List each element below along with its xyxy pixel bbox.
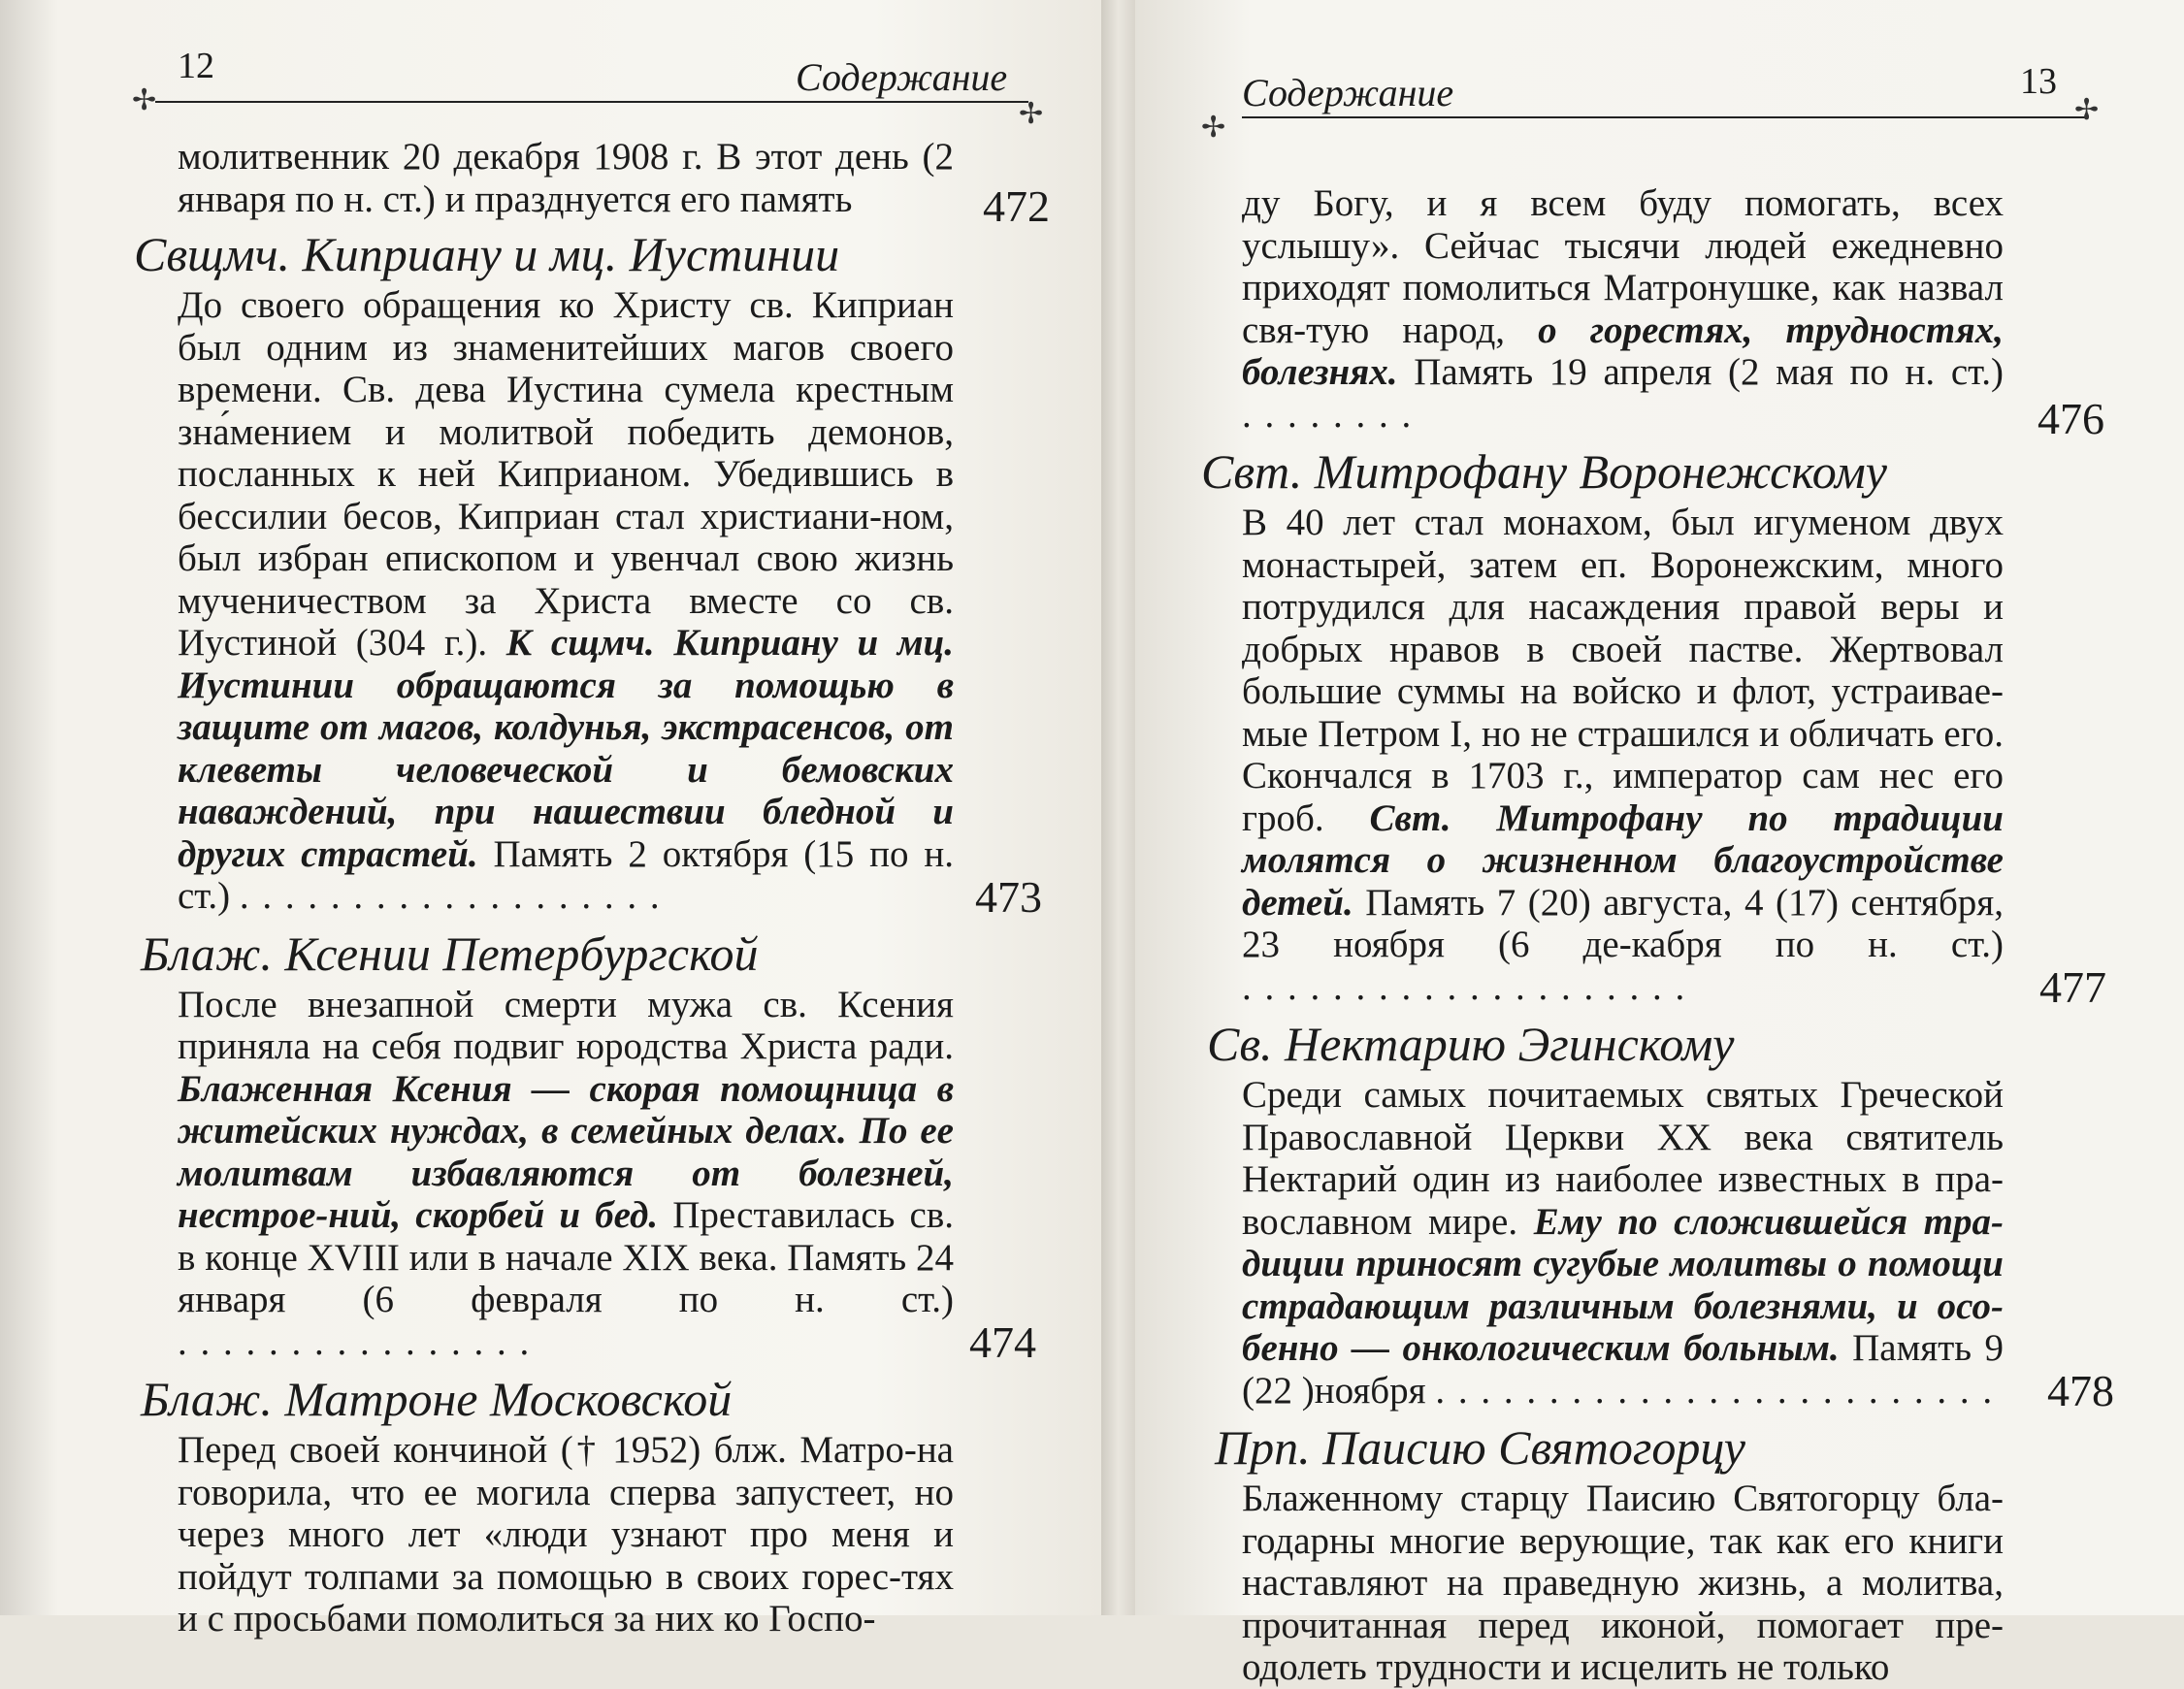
entry-text: Среди самых почитаемых святых Греческой Православной Церкви XX века святитель Нектарий один из наиболее известных в пра-вославном мире. — [1242, 1074, 2004, 1243]
entry-title: Св. Нектарию Эгинскому — [1207, 1017, 1735, 1071]
entry-emphasis: Блаженная Ксения — скорая помощница в житейских нуждах, в семейных делах. По ее молитвам избавляются от болезней, нестрое-ний, скорбей и бед. — [178, 1067, 954, 1236]
entry-emphasis: Ему по сложившейся тра-диции приносят сугубые молитвы о помощи страдающим различным болезнями, и осо-бенно — онкологическим больным. — [1242, 1200, 2005, 1369]
entry-emphasis: Свт. Митрофану по традиции молятся о жизненном благоустройстве детей. — [1242, 796, 2004, 924]
ornament-icon: ✢ — [132, 84, 157, 116]
entry-text: В 40 лет стал монахом, был игуменом двух монастырей, затем еп. Воронежским, много потрудился для насаждения правой веры и добрых нравов в своей пастве. Жертвовал большие суммы на войско и флот, устраивае-мые Петром I, но не страшился и обличать его. Скончался в 1703 г., император сам нес его гроб. — [1242, 502, 2004, 839]
dot-leader: . . . . . . . . . . . . . . . . — [178, 1320, 532, 1363]
entry-body — [178, 284, 1042, 922]
right-page — [1135, 0, 2184, 1688]
entry-body — [1242, 1074, 2114, 1415]
right-column — [1201, 182, 2114, 1689]
entry-body — [178, 983, 1036, 1367]
entry-page-number: 476 — [2037, 394, 2104, 443]
continuation-emphasis: о горестях, трудностях, болезнях. — [1242, 309, 2005, 393]
entry-memory: Память 9 (22 )ноября — [1242, 1327, 2004, 1412]
entry-memory: Память 2 октября (15 по н. ст.) — [178, 832, 955, 917]
entry-page-number: 478 — [2047, 1366, 2114, 1415]
continuation-text: ду Богу, и я всем буду помогать, всех услышу». Сейчас тысячи людей ежедневно приходят помолиться Матронушке, как назвал свя-тую народ, — [1242, 182, 2004, 351]
header-rule-left — [155, 101, 1028, 103]
continuation-block — [1242, 182, 2104, 443]
dot-leader: . . . . . . . . — [1242, 393, 1414, 436]
entry-page-number: 473 — [975, 871, 1042, 922]
continuation-memory: Память 19 апреля (2 мая по н. ст.) — [1414, 351, 2005, 393]
entry-text: Блаженному старцу Паисию Святогорцу бла-годарны многие верующие, так как его книги наставляют на праведную жизнь, а молитва, прочитанная перед иконой, помогает пре-одолеть трудности и исцелить не только — [1242, 1478, 2004, 1688]
entry-title: Блаж. Ксении Петербургской — [141, 926, 759, 981]
ornament-icon: ✢ — [2074, 94, 2100, 126]
entry-text: После внезапной смерти мужа св. Ксения приняла на себя подвиг юродства Христа ради. — [178, 983, 954, 1067]
continuation-block — [178, 136, 1050, 231]
entry-emphasis: К сщмч. Киприану и мц. Иустинии обращаются за помощью в защите от магов, колдунья, экстрасенсов, от клеветы человеческой и бемовских наваждений, при нашествии бледной и других страстей. — [178, 622, 955, 875]
entry-page-number: 474 — [969, 1317, 1036, 1367]
entry-text: До своего обращения ко Христу св. Киприан был одним из знаменитейших магов своего времени. Св. дева Иустина сумела крестным зна́мением и молитвой победить демонов, посланных к ней Киприаном. Убедившись в бессилии бесов, Киприан стал христиани-ном, был избран епископом и увенчал свою жизнь мученичеством за Христа вместе со св. Иустиной (304 г.). — [178, 284, 954, 664]
header-rule-right — [1242, 116, 2086, 118]
left-page — [0, 0, 1101, 1640]
entry-page-number: 472 — [983, 181, 1050, 231]
entry-title: Свщмч. Киприану и мц. Иустинии — [134, 227, 840, 281]
continuation-text: молитвенник 20 декабря 1908 г. В этот день (2 января по н. ст.) и празднуется его память — [178, 136, 954, 220]
entry-title: Свт. Митрофану Воронежскому — [1201, 444, 1887, 499]
entry-memory: Память 7 (20) августа, 4 (17) сентября, 23 ноября (6 де-кабря по н. ст.) — [1242, 881, 2004, 965]
entry-page-number: 477 — [2039, 962, 2106, 1012]
running-head-left: Содержание — [796, 55, 1008, 99]
entry-title: Блаж. Матроне Московской — [141, 1372, 733, 1426]
dot-leader: . . . . . . . . . . . . . . . . . . . . — [1242, 965, 1687, 1008]
ornament-icon: ✢ — [1201, 112, 1226, 144]
entry-text: Перед своей кончиной († 1952) блж. Матро-на говорила, что ее могила сперва запустеет, но через много лет «люди узнают про меня и пойдут толпами за помощью в своих горес-тях и с просьбами помолиться за них ко Госпо- — [178, 1429, 954, 1640]
entry-title: Прп. Паисию Святогорцу — [1215, 1420, 1745, 1475]
dot-leader: . . . . . . . . . . . . . . . . . . . — [239, 875, 662, 917]
left-column — [134, 136, 1050, 1640]
ornament-icon: ✢ — [1019, 98, 1044, 130]
page-number-right: 13 — [2020, 61, 2057, 102]
page-number-left: 12 — [178, 46, 214, 86]
running-head-right: Содержание — [1242, 71, 1454, 114]
book-gutter — [1101, 0, 1135, 1615]
dot-leader: . . . . . . . . . . . . . . . . . . . . . . . . . — [1435, 1369, 1995, 1412]
entry-memory: Преставилась св. в конце XVIII или в начале XIX века. Память 24 января (6 февраля по н. ст.) — [178, 1194, 954, 1320]
entry-body — [1242, 502, 2106, 1012]
